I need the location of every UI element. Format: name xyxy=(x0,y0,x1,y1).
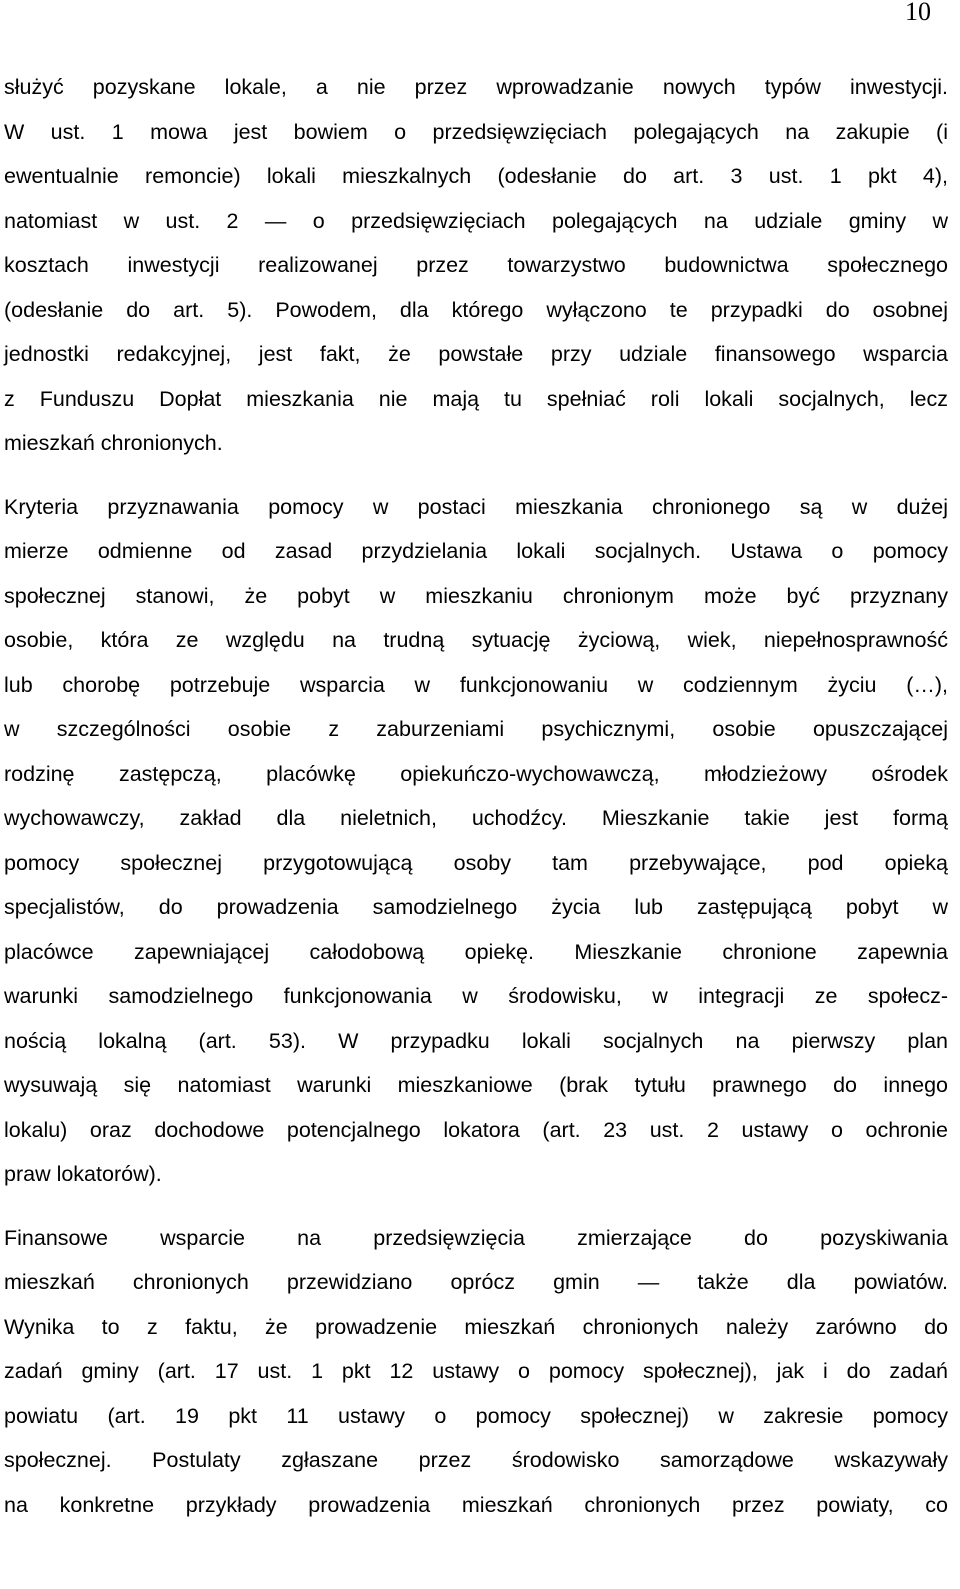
text-line: placówce zapewniającej całodobową opiekę. Mieszkanie chronione zapewnia xyxy=(4,939,948,964)
page-number: 10 xyxy=(905,0,931,26)
text-line: Finansowe wsparcie na przedsięwzięcia zmierzające do pozyskiwania xyxy=(4,1225,948,1250)
text-line: lokalu) oraz dochodowe potencjalnego lokatora (art. 23 ust. 2 ustawy o ochronie xyxy=(4,1117,948,1142)
text-line: z Funduszu Dopłat mieszkania nie mają tu spełniać roli lokali socjalnych, lecz xyxy=(4,386,948,411)
paragraph-3 xyxy=(4,1216,948,1528)
text-line: służyć pozyskane lokale, a nie przez wprowadzanie nowych typów inwestycji. xyxy=(4,75,948,99)
text-line: Kryteria przyznawania pomocy w postaci mieszkania chronionego są w dużej xyxy=(4,494,948,519)
text-line: warunki samodzielnego funkcjonowania w środowisku, w integracji ze społecz- xyxy=(4,984,948,1008)
text-line: wychowawczy, zakład dla nieletnich, uchodźcy. Mieszkanie takie jest formą xyxy=(4,806,948,830)
text-line: pomocy społecznej przygotowującą osoby tam przebywające, pod opieką xyxy=(4,850,948,875)
text-line: powiatu (art. 19 pkt 11 ustawy o pomocy społecznej) w zakresie pomocy xyxy=(4,1403,948,1428)
text-line: społecznej. Postulaty zgłaszane przez środowisko samorządowe wskazywały xyxy=(4,1448,948,1472)
paragraph-spacer xyxy=(4,1197,948,1216)
text-line: specjalistów, do prowadzenia samodzielnego życia lub zastępującą pobyt w xyxy=(4,895,948,919)
text-line: praw lokatorów). xyxy=(4,1162,162,1186)
text-line: ewentualnie remoncie) lokali mieszkalnych (odesłanie do art. 3 ust. 1 pkt 4), xyxy=(4,164,948,188)
text-line: wysuwają się natomiast warunki mieszkaniowe (brak tytułu prawnego do innego xyxy=(4,1073,948,1097)
text-line: nością lokalną (art. 53). W przypadku lokali socjalnych na pierwszy plan xyxy=(4,1028,948,1053)
paragraph-spacer xyxy=(4,466,948,485)
text-line: w szczególności osobie z zaburzeniami psychicznymi, osobie opuszczającej xyxy=(4,717,948,741)
text-line: mieszkań chronionych przewidziano oprócz gmin — także dla powiatów. xyxy=(4,1270,948,1294)
text-line: zadań gminy (art. 17 ust. 1 pkt 12 ustawy o pomocy społecznej), jak i do zadań xyxy=(4,1359,948,1383)
text-line: lub chorobę potrzebuje wsparcia w funkcjonowaniu w codziennym życiu (…), xyxy=(4,672,948,697)
text-line: społecznej stanowi, że pobyt w mieszkaniu chronionym może być przyznany xyxy=(4,583,948,608)
text-line: jednostki redakcyjnej, jest fakt, że powstałe przy udziale finansowego wsparcia xyxy=(4,342,948,366)
text-line: W ust. 1 mowa jest bowiem o przedsięwzięciach polegających na zakupie (i xyxy=(4,119,948,144)
text-line: na konkretne przykłady prowadzenia mieszkań chronionych przez powiaty, co xyxy=(4,1492,948,1517)
paragraph-1 xyxy=(4,65,948,466)
text-line: natomiast w ust. 2 — o przedsięwzięciach polegających na udziale gminy w xyxy=(4,208,948,233)
text-line: rodzinę zastępczą, placówkę opiekuńczo-wychowawczą, młodzieżowy ośrodek xyxy=(4,761,948,786)
paragraph-2 xyxy=(4,485,948,1197)
document-body xyxy=(4,65,948,1527)
text-line: mieszkań chronionych. xyxy=(4,431,223,455)
text-line: (odesłanie do art. 5). Powodem, dla którego wyłączono te przypadki do osobnej xyxy=(4,297,948,322)
text-line: osobie, która ze względu na trudną sytuację życiową, wiek, niepełnosprawność xyxy=(4,628,948,652)
text-line: Wynika to z faktu, że prowadzenie mieszkań chronionych należy zarówno do xyxy=(4,1314,948,1339)
text-line: mierze odmienne od zasad przydzielania lokali socjalnych. Ustawa o pomocy xyxy=(4,539,948,563)
text-line: kosztach inwestycji realizowanej przez towarzystwo budownictwa społecznego xyxy=(4,253,948,277)
